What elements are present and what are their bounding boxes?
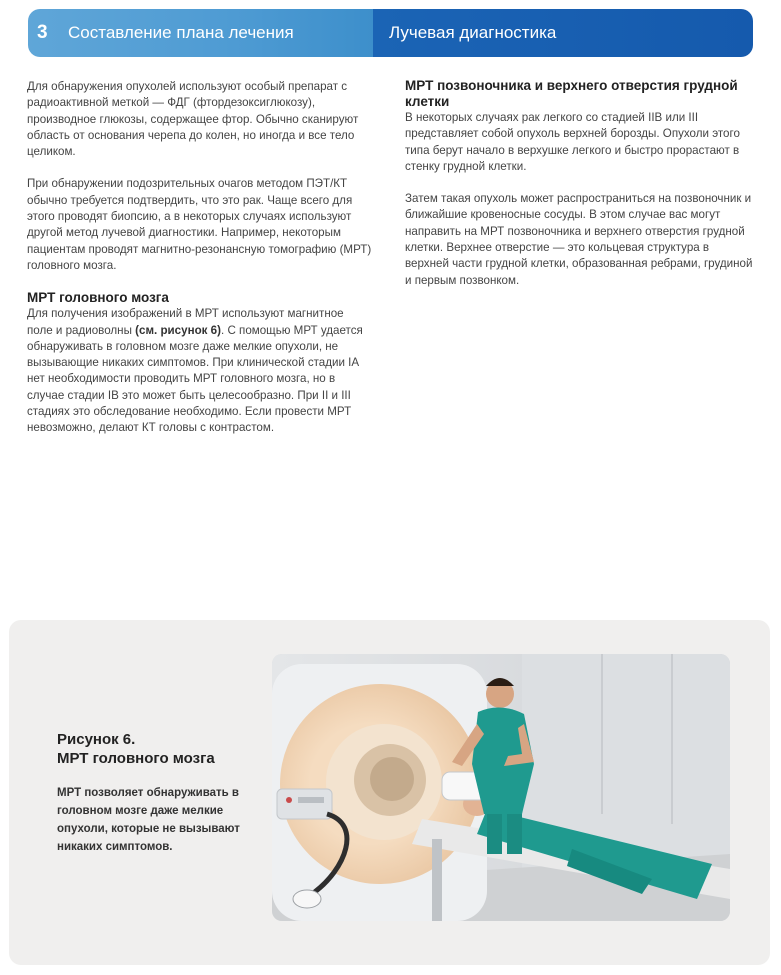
mri-scanner-photo (272, 654, 730, 921)
mri-scene-illustration (272, 654, 730, 921)
paragraph-superior-sulcus: В некоторых случаях рак легкого со стадией IIB или III представляет собой опухоль верхней борозды. Опухоли этого типа берут начало в верхушке легкого и быстро прорастают в стенку грудной клетки. (405, 111, 740, 173)
figure-reference-link[interactable]: (см. рисунок 6) (135, 323, 221, 337)
section-header (28, 9, 753, 57)
figure-panel (9, 620, 770, 965)
section-banner (373, 9, 753, 57)
chapter-title: Составление плана лечения (68, 23, 294, 42)
figure-caption (57, 730, 262, 856)
chapter-banner (28, 9, 373, 57)
figure-title (57, 730, 262, 768)
heading-spine-mri: МРТ позвоночника и верхнего отверстия грудной клетки (405, 78, 738, 109)
figure-number: Рисунок 6. (57, 731, 136, 748)
chapter-number: 3 (37, 22, 48, 43)
section-title: Лучевая диагностика (389, 23, 557, 42)
figure-heading: МРТ головного мозга (57, 750, 215, 767)
paragraph-thoracic-inlet: Затем такая опухоль может распространиться на позвоночник и ближайшие кровеносные сосуды. В этом случае вас могут направить на МРТ позвоночника и верхнего отверстия грудной клетки. Верхнее отверстие — это кольцевая структура в верхней части грудной клетки, образованная ребрами, грудиной и первым позвонком. (405, 192, 753, 287)
text-part: . С помощью МРТ удается обнаруживать в головном мозге даже мелкие опухоли, не вызывающие никаких симптомов. При клинической стадии IA нет необходимости проводить МРТ головного мозга, но в случае стадии IB это может быть целесообразно. При II и III стадиях это обследование необходимо. Если провести МРТ невозможно, делают КТ головы с контрастом. (27, 323, 363, 435)
figure-description: МРТ позволяет обнаруживать в головном мозге даже мелкие опухоли, которые не вызывают никаких симптомов. (57, 787, 240, 853)
heading-brain-mri: МРТ головного мозга (27, 290, 169, 306)
text-part: Для получения изображений в МРТ используют магнитное поле и радиоволны (27, 307, 344, 337)
paragraph-fdg: Для обнаружения опухолей используют особый препарат с радиоактивной меткой — ФДГ (фтордезоксиглюкозу), производное глюкозы, содержащее фтор. Обычно сканируют область от основания черепа до колен, но иногда и все тело целиком. (27, 80, 359, 159)
left-column (27, 79, 372, 453)
paragraph-brain-mri (27, 306, 372, 436)
paragraph-biopsy: При обнаружении подозрительных очагов методом ПЭТ/КТ обычно требуется подтвердить, что это рак. Чаще всего для этого проводят биопсию, а в некоторых случаях используют другой метод лучевой диагностики. Например, некоторым пациентам проводят магнитно-резонансную томографию (МРТ) головного мозга. (27, 177, 372, 272)
right-column (405, 78, 755, 305)
